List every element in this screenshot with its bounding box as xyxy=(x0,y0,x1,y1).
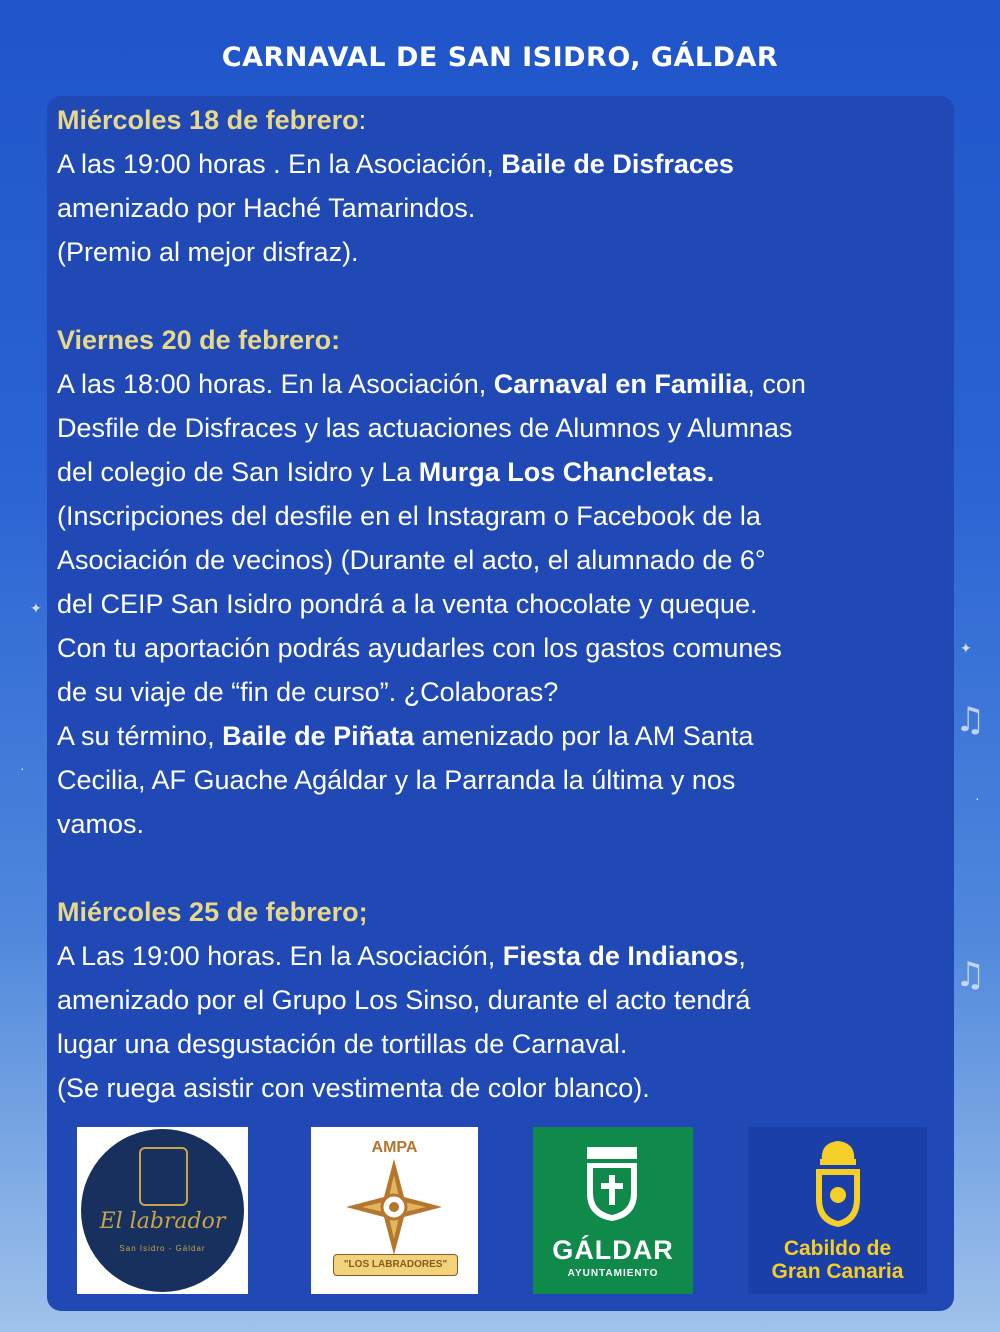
date-punctuation: : xyxy=(358,105,367,135)
event-text-line: A las 19:00 horas . En la Asociación, Baile de Disfraces xyxy=(57,149,734,179)
event-highlight: Baile de Piñata xyxy=(222,721,415,751)
compass-star-icon xyxy=(344,1157,444,1257)
music-note-icon: ♫ xyxy=(955,955,986,995)
event-text-line: (Inscripciones del desfile en el Instagram o Facebook de la xyxy=(57,501,761,531)
event-text-line: del colegio de San Isidro y La Murga Los Chancletas. xyxy=(57,457,715,487)
sparkle-icon: · xyxy=(20,760,25,776)
music-note-icon: ♫ xyxy=(955,700,986,740)
event-text-line: vamos. xyxy=(57,809,145,839)
event-text-line: A las 18:00 horas. En la Asociación, Carnaval en Familia, con xyxy=(57,369,806,399)
event-text-line: (Se ruega asistir con vestimenta de color blanco). xyxy=(57,1073,650,1103)
galdar-name: GÁLDAR xyxy=(552,1235,674,1265)
event-text-line: Desfile de Disfraces y las actuaciones de Alumnos y Alumnas xyxy=(57,413,793,443)
event-text-line: A su término, Baile de Piñata amenizado por la AM Santa xyxy=(57,721,754,751)
crest-icon xyxy=(810,1135,866,1231)
cabildo-line1: Cabildo de xyxy=(783,1237,892,1260)
sparkle-icon: ✦ xyxy=(30,600,42,616)
galdar-logo xyxy=(533,1127,693,1294)
event-text-line: Asociación de vecinos) (Durante el acto, el alumnado de 6° xyxy=(57,545,766,575)
event-text-line: Con tu aportación podrás ayudarles con los gastos comunes xyxy=(57,633,782,663)
sparkle-icon: ✦ xyxy=(960,640,972,656)
shield-icon xyxy=(583,1143,641,1223)
event-text-line: amenizado por el Grupo Los Sinso, durante el acto tendrá xyxy=(57,985,751,1015)
ampa-logo xyxy=(311,1127,478,1294)
cabildo-logo xyxy=(748,1127,927,1294)
sparkle-icon: · xyxy=(975,790,980,806)
event-text-line: de su viaje de “fin de curso”. ¿Colaboras? xyxy=(57,677,559,707)
section-gap xyxy=(57,274,957,318)
event-text-line: lugar una desgustación de tortillas de Carnaval. xyxy=(57,1029,628,1059)
page-title: CARNAVAL DE SAN ISIDRO, GÁLDAR xyxy=(221,42,779,73)
event-text-line: A Las 19:00 horas. En la Asociación, Fiesta de Indianos, xyxy=(57,941,746,971)
logo-subtitle: San Isidro - Gáldar xyxy=(119,1244,206,1253)
event-date: Miércoles 25 de febrero; xyxy=(57,897,368,927)
ampa-label: AMPA xyxy=(371,1139,418,1156)
event-date: Miércoles 18 de febrero: xyxy=(57,105,367,135)
cabildo-line2: Gran Canaria xyxy=(771,1260,904,1283)
event-highlight: Fiesta de Indianos xyxy=(502,941,739,971)
event-list xyxy=(57,98,957,1110)
event-highlight: Murga Los Chancletas. xyxy=(418,457,715,487)
event-text-line: amenizado por Haché Tamarindos. xyxy=(57,193,476,223)
event-highlight: Baile de Disfraces xyxy=(501,149,734,179)
galdar-subtitle: AYUNTAMIENTO xyxy=(567,1268,659,1279)
event-highlight: Carnaval en Familia xyxy=(493,369,748,399)
event-text-line: Cecilia, AF Guache Agáldar y la Parranda la última y nos xyxy=(57,765,736,795)
event-text-line: del CEIP San Isidro pondrá a la venta chocolate y queque. xyxy=(57,589,758,619)
ampa-ribbon: "LOS LABRADORES" xyxy=(333,1254,458,1276)
cabildo-name xyxy=(748,1237,927,1283)
section-gap xyxy=(57,846,957,890)
logo-name: El labrador xyxy=(99,1209,226,1234)
event-date: Viernes 20 de febrero: xyxy=(57,325,341,355)
event-text-line: (Premio al mejor disfraz). xyxy=(57,237,359,267)
emblem-icon xyxy=(139,1147,188,1206)
el-labrador-logo xyxy=(77,1127,248,1294)
